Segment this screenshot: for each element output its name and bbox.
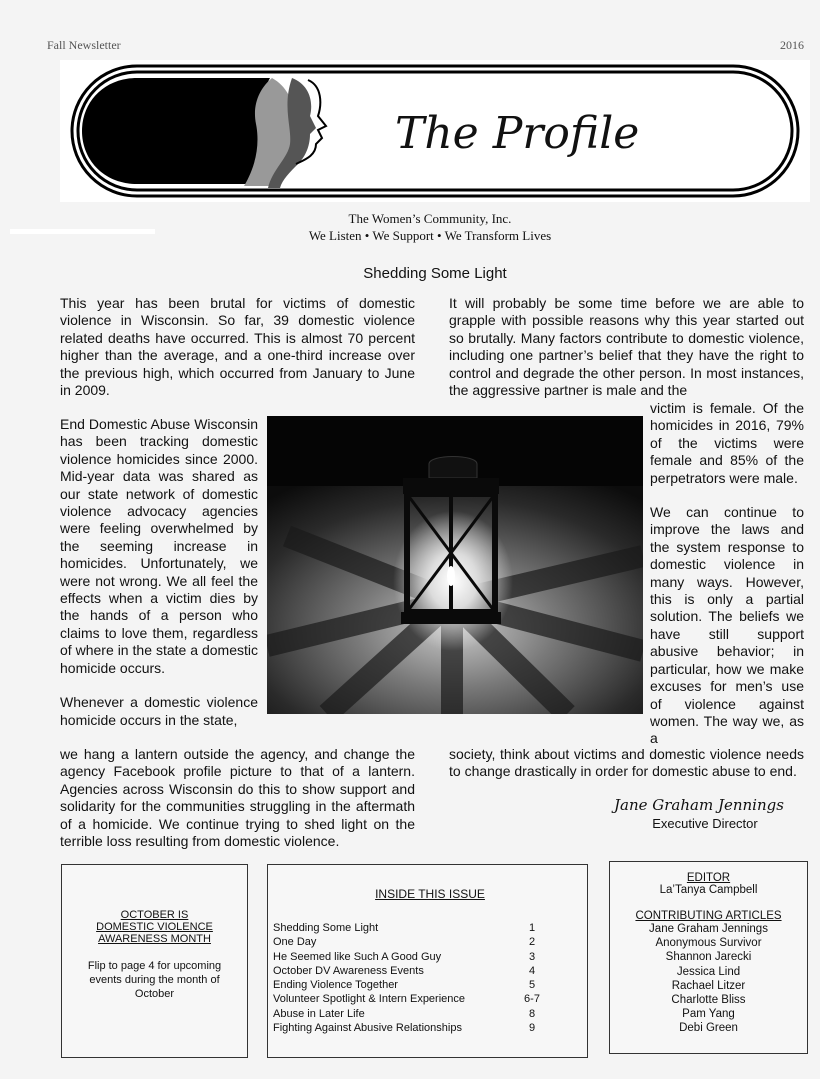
toc-item-page: 4 — [528, 964, 536, 977]
awareness-line-2: DOMESTIC VIOLENCE — [96, 921, 213, 933]
awareness-box — [61, 864, 248, 1058]
masthead-title: The Profile — [395, 108, 640, 159]
org-tagline: We Listen • We Support • We Transform Lives — [308, 228, 552, 243]
header-left: Fall Newsletter — [47, 38, 121, 52]
toc-item-page: 1 — [528, 922, 536, 934]
article-col-left — [60, 295, 415, 399]
lantern-image — [267, 416, 643, 714]
toc-item-page: 9 — [528, 1022, 536, 1035]
contributor-name: Anonymous Survivor — [655, 937, 762, 950]
toc-item-title: Abuse in Later Life — [273, 1007, 365, 1020]
contributor-name: Debi Green — [679, 1022, 738, 1035]
contributor-name: Charlotte Bliss — [671, 994, 746, 1007]
toc-item — [273, 978, 587, 992]
toc-item-page: 6-7 — [524, 993, 540, 1006]
toc-item — [273, 1021, 587, 1035]
toc-item-page: 2 — [528, 936, 536, 949]
toc-item-title: October DV Awareness Events — [273, 964, 424, 977]
toc-item — [273, 921, 587, 935]
article-para-3-start: Whenever a domestic violence homicide occurs in the state, — [60, 694, 258, 728]
editor-heading: EDITOR — [686, 872, 731, 884]
toc-item — [273, 1007, 587, 1021]
contributors-list — [610, 922, 807, 1036]
contributor-name: Rachael Litzer — [671, 979, 746, 992]
article-para-5-end: society, think about victims and domestic violence needs to change drastically in order for domestic abuse to end. — [449, 746, 804, 780]
contributor-name: Shannon Jarecki — [665, 951, 752, 964]
article-col-left-bottom — [60, 746, 415, 850]
article-col-right-narrow — [650, 400, 804, 748]
toc-item — [273, 935, 587, 949]
toc-item-page: 5 — [528, 979, 536, 992]
article-para-3-end: we hang a lantern outside the agency, and change the agency Facebook profile picture to that of a lantern. Agencies across Wisconsin do this to show support and solidarity for the communities struggling in the aftermath of a homicide. We continue trying to shed light on the terrible loss resulting from domestic violence. — [60, 746, 415, 850]
article-col-right-bottom — [449, 746, 804, 781]
toc-heading: INSIDE THIS ISSUE — [375, 887, 485, 901]
awareness-line-1: OCTOBER IS — [120, 909, 189, 921]
article-para-2: End Domestic Abuse Wisconsin has been tracking domestic violence homicides since 2000. Mid-year data was shared as our state network of domestic violence advocacy agencies were feeling overwhelmed by the seeming increase in homicides. Unfortunately, we were not wrong. We all feel the effects when a victim dies by the hands of a person who claims to love them, regardless of where in the state a domestic homicide occurs. — [60, 416, 258, 676]
article-para-4-top: It will probably be some time before we are able to grapple with possible reasons why this year started out so brutally. Many factors contribute to domestic violence, including one partner’s belief that they have the right to control and degrade the other person. In most instances, the aggressive partner is male and the — [449, 295, 804, 399]
contributor-name: Jessica Lind — [676, 965, 741, 978]
editor-name: La’Tanya Campbell — [659, 884, 758, 896]
article-col-left-narrow — [60, 416, 258, 729]
org-block — [0, 210, 820, 244]
signature: Jane Graham Jennings — [614, 796, 784, 814]
toc-item-title: Shedding Some Light — [273, 922, 379, 934]
article-para-4-side: victim is female. Of the homicides in 2016, 79% of the victims were female and 85% of the perpetrators were male. — [650, 400, 804, 486]
awareness-line-3: AWARENESS MONTH — [98, 933, 211, 945]
toc-box — [267, 864, 588, 1058]
credits-box — [609, 861, 808, 1054]
article-col-right — [449, 295, 804, 399]
article-para-5-side: We can continue to improve the laws and the system response to domestic violence in many ways. However, this is only a partial solution. The beliefs we have still support abusive behavior; in particular, how we make excuses for men’s use of violence against women. The way we, as a — [650, 504, 804, 747]
article-title: Shedding Some Light — [363, 265, 507, 282]
toc-item-title: One Day — [273, 936, 317, 949]
contributor-name: Jane Graham Jennings — [649, 923, 768, 935]
toc-item-title: Volunteer Spotlight & Intern Experience — [273, 993, 466, 1006]
toc-item-page: 8 — [528, 1007, 536, 1020]
toc-item — [273, 992, 587, 1006]
contrib-heading: CONTRIBUTING ARTICLES — [635, 910, 782, 922]
toc-item-page: 3 — [528, 950, 536, 963]
lantern-photo — [267, 416, 643, 714]
awareness-body: Flip to page 4 for upcoming events during the month of October — [87, 960, 222, 1000]
toc-item-title: Fighting Against Abusive Relationships — [273, 1022, 462, 1035]
toc-list — [273, 921, 587, 1035]
toc-item — [273, 950, 587, 964]
header-year: 2016 — [780, 38, 804, 52]
masthead-banner — [60, 60, 810, 202]
article-para-1: This year has been brutal for victims of domestic violence in Wisconsin. So far, 39 domestic violence related deaths have occurred. This is almost 70 percent higher than the average, and a one-third increase over the previous high, which occurred from January to June in 2009. — [60, 295, 415, 399]
toc-item-title: Ending Violence Together — [273, 979, 398, 992]
signer-title: Executive Director — [652, 816, 758, 831]
contributor-name: Pam Yang — [682, 1008, 735, 1021]
org-name: The Women’s Community, Inc. — [348, 211, 512, 226]
toc-item — [273, 964, 587, 978]
toc-item-title: He Seemed like Such A Good Guy — [273, 950, 442, 963]
